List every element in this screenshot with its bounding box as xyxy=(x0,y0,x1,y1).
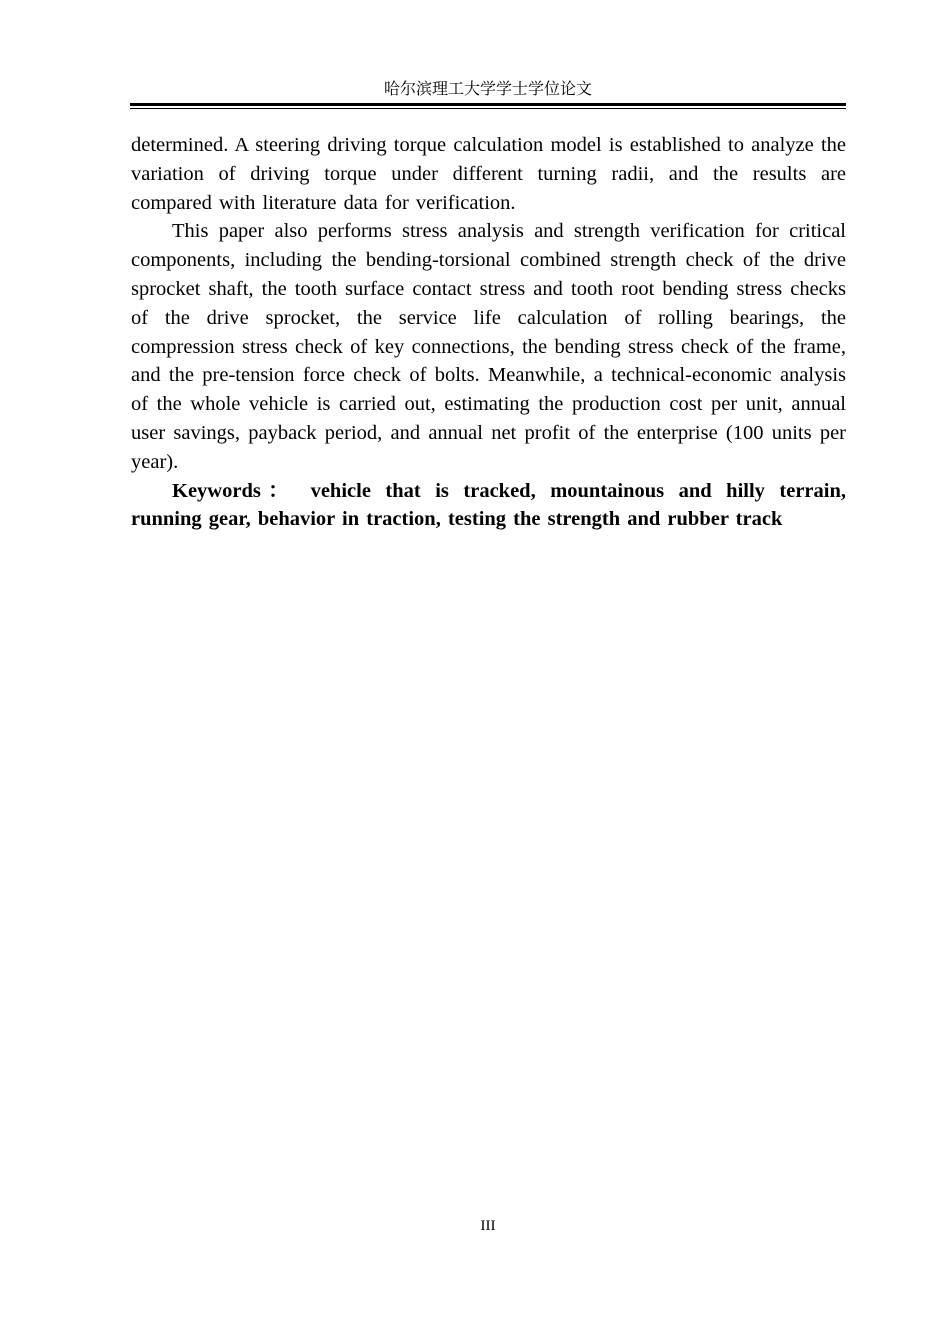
keywords-line xyxy=(131,477,846,535)
page-number: III xyxy=(480,1218,496,1234)
abstract-body xyxy=(131,131,846,534)
keywords-list: vehicle that is tracked, mountainous and hilly terrain, running gear, behavior in traction, testing the strength and rubber track xyxy=(131,479,847,531)
abstract-paragraph: This paper also performs stress analysis and strength verification for critical components, including the bending-torsional combined strength check of the drive sprocket shaft, the tooth surface contact stress and tooth root bending stress checks of the drive sprocket, the service life calculation of rolling bearings, the compression stress check of key connections, the bending stress check of the frame, and the pre-tension force check of bolts. Meanwhile, a technical-economic analysis of the whole vehicle is carried out, estimating the production cost per unit, annual user savings, payback period, and annual net profit of the enterprise (100 units per year). xyxy=(131,220,846,473)
abstract-paragraph-continued: determined. A steering driving torque calculation model is established to analyze the variation of driving torque under different turning radii, and the results are compared with literature data for verification. xyxy=(131,134,846,214)
header-rule-thick xyxy=(130,103,846,106)
keywords-label: Keywords： xyxy=(172,479,297,502)
header-rule-thin xyxy=(130,108,846,109)
running-header: 哈尔滨理工大学学士学位论文 xyxy=(383,79,592,98)
